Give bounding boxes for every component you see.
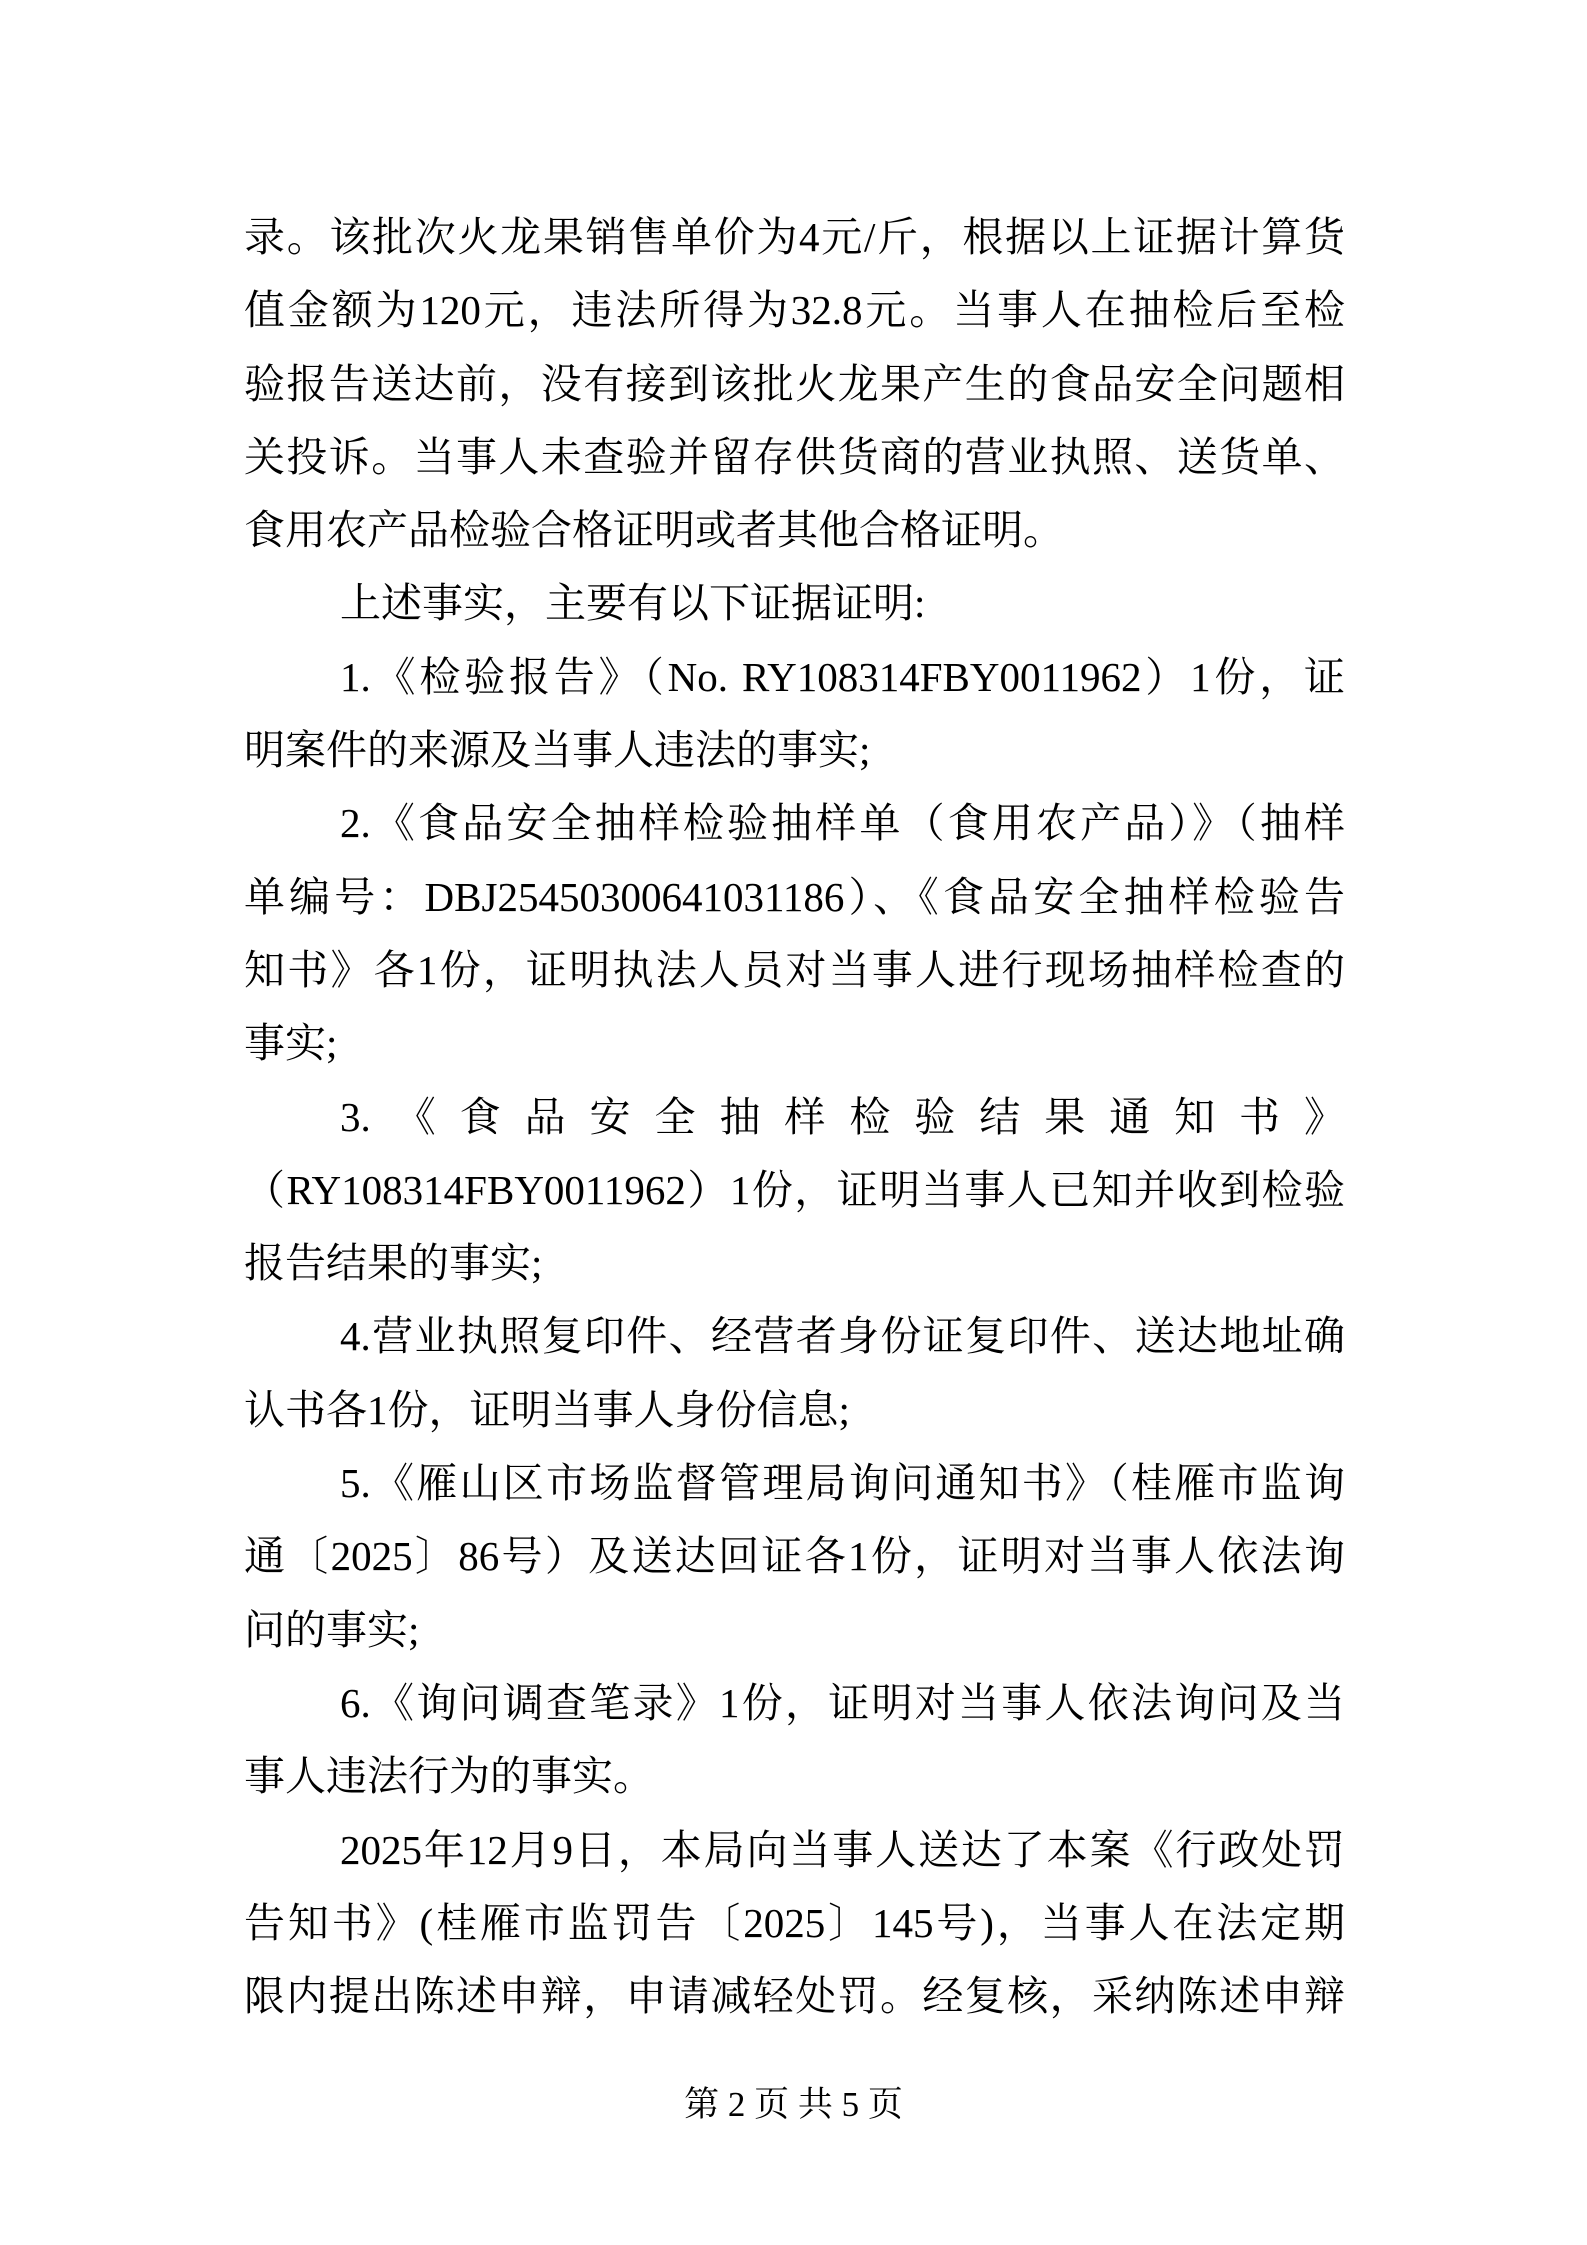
page-number: 第 2 页 共 5 页 <box>684 2085 903 2124</box>
text-line: 4.营业执照复印件、经营者身份证复印件、送达地址确 <box>340 1313 1345 1360</box>
text-line: 通〔2025〕86号）及送达回证各1份，证明对当事人依法询 <box>244 1533 1345 1580</box>
text-line: 5.《雁山区市场监督管理局询问通知书》（桂雁市监询 <box>340 1460 1345 1507</box>
text-line: 关投诉。当事人未查验并留存供货商的营业执照、送货单、 <box>244 433 1345 480</box>
text-line: 2.《食品安全抽样检验抽样单（食用农产品）》（抽样 <box>340 800 1345 847</box>
text-line: 2025年12月9日，本局向当事人送达了本案《行政处罚 <box>340 1826 1345 1873</box>
document-body <box>244 201 1345 2033</box>
text-line: 食用农产品检验合格证明或者其他合格证明。 <box>244 507 1064 554</box>
text-line: 录。该批次火龙果销售单价为4元/斤，根据以上证据计算货 <box>244 214 1345 260</box>
text-line: 报告结果的事实; <box>244 1240 543 1287</box>
text-line: （RY108314FBY0011962）1份，证明当事人已知并收到检验 <box>244 1166 1345 1213</box>
text-line: 上述事实，主要有以下证据证明: <box>340 580 926 627</box>
text-line: 1.《检验报告》（No. RY108314FBY0011962）1份，证 <box>340 653 1345 700</box>
page-footer <box>0 2083 1587 2127</box>
text-line: 事人违法行为的事实。 <box>244 1753 654 1800</box>
text-line: 明案件的来源及当事人违法的事实; <box>244 727 871 774</box>
text-line: 问的事实; <box>244 1606 420 1653</box>
text-line: 告知书》(桂雁市监罚告〔2025〕145号)，当事人在法定期 <box>244 1899 1345 1946</box>
text-line: 3.《食品安全抽样检验结果通知书》 <box>340 1093 1345 1140</box>
text-line: 认书各1份，证明当事人身份信息; <box>244 1386 850 1433</box>
text-line: 事实; <box>244 1020 338 1067</box>
text-line: 值金额为120元，违法所得为32.8元。当事人在抽检后至检 <box>244 287 1345 334</box>
text-line: 单编号：DBJ25450300641031186）、《食品安全抽样检验告 <box>244 873 1345 920</box>
text-line: 6.《询问调查笔录》1份，证明对当事人依法询问及当 <box>340 1679 1345 1726</box>
text-line: 限内提出陈述申辩，申请减轻处罚。经复核，采纳陈述申辩 <box>244 1973 1345 2020</box>
text-line: 验报告送达前，没有接到该批火龙果产生的食品安全问题相 <box>244 360 1345 407</box>
text-line: 知书》各1份，证明执法人员对当事人进行现场抽样检查的 <box>244 946 1345 993</box>
